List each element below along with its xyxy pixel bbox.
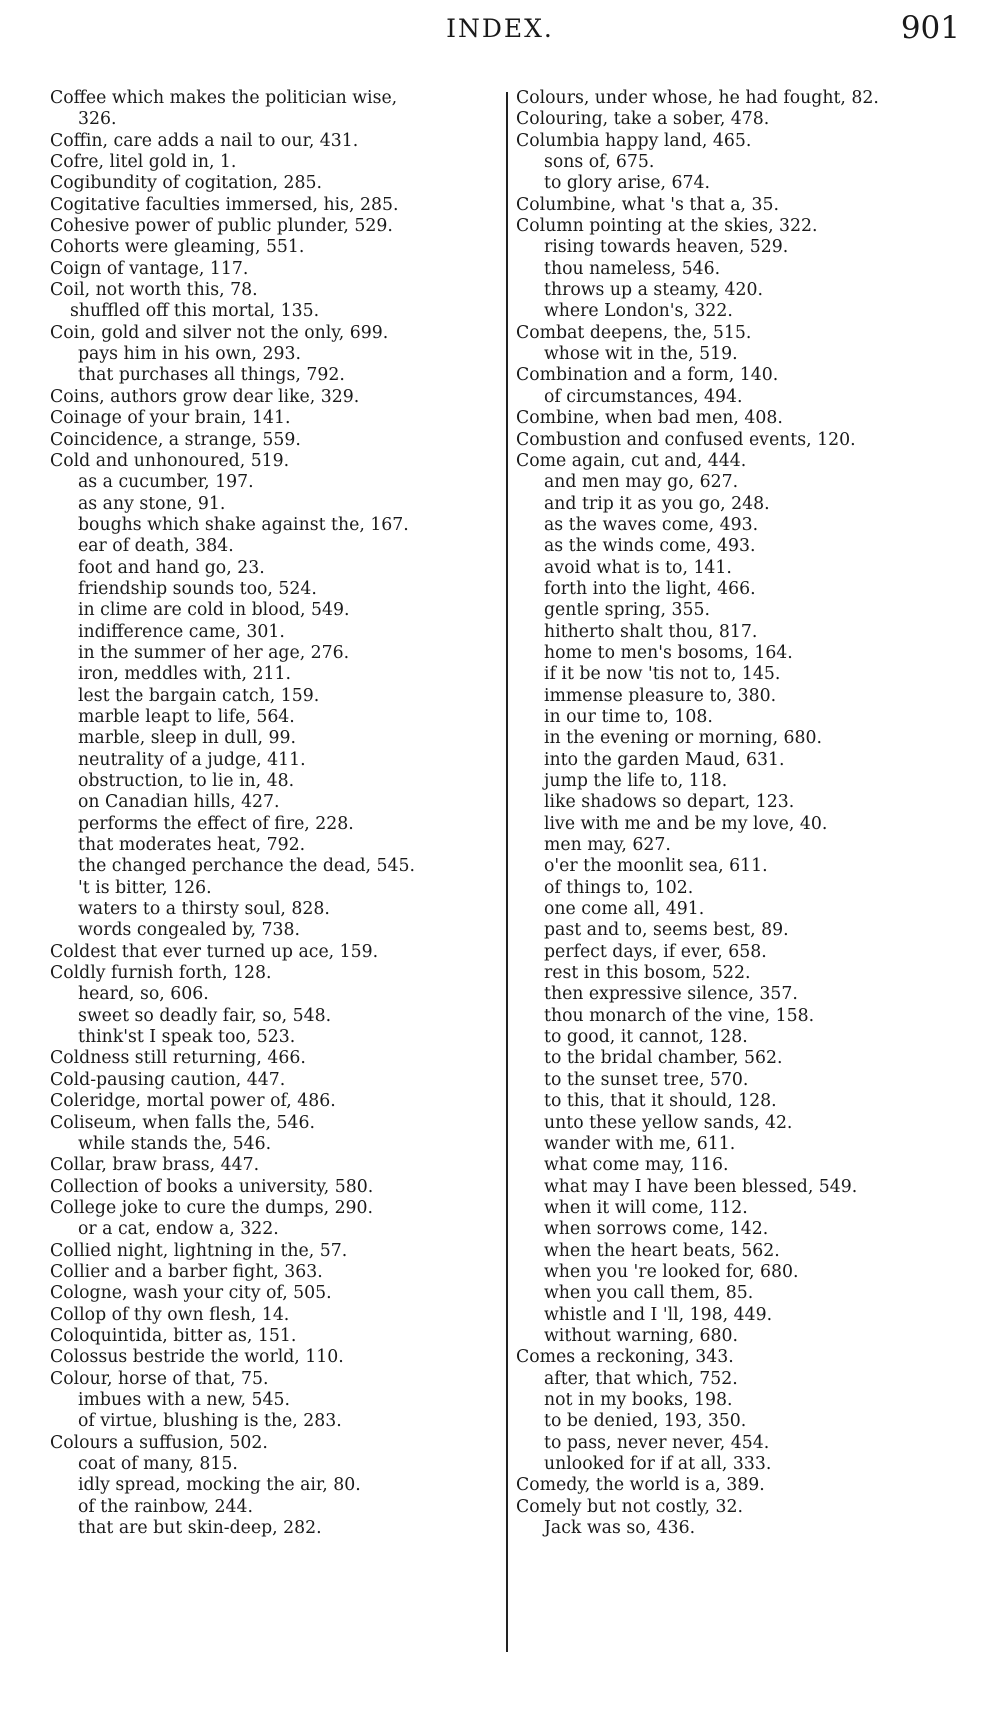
index-subentry: Jack was so, 436.: [544, 1518, 696, 1539]
index-entry: Collar, braw brass, 447.: [50, 1155, 260, 1176]
index-subentry: the changed perchance the dead, 545.: [78, 856, 415, 877]
column-divider: [506, 92, 508, 1652]
index-subentry: performs the effect of fire, 228.: [78, 813, 354, 834]
index-subentry: when you call them, 85.: [544, 1283, 754, 1304]
index-subentry: of the rainbow, 244.: [78, 1496, 253, 1517]
index-subentry: neutrality of a judge, 411.: [78, 749, 306, 770]
index-subentry: as the waves come, 493.: [544, 514, 759, 535]
index-entry: Cogitative faculties immersed, his, 285.: [50, 194, 399, 215]
index-subentry: without warning, 680.: [544, 1325, 739, 1346]
index-entry: Coffin, care adds a nail to our, 431.: [50, 130, 359, 151]
index-subentry: when it will come, 112.: [544, 1197, 748, 1218]
index-entry: Cohorts were gleaming, 551.: [50, 237, 305, 258]
index-entry: Cold-pausing caution, 447.: [50, 1069, 286, 1090]
index-subentry: of circumstances, 494.: [544, 386, 743, 407]
index-subentry: iron, meddles with, 211.: [78, 664, 292, 685]
index-subentry: of things to, 102.: [544, 877, 694, 898]
page-title: INDEX.: [446, 14, 554, 43]
index-subentry: to be denied, 193, 350.: [544, 1411, 747, 1432]
index-subentry: men may, 627.: [544, 835, 671, 856]
index-entry: Collied night, lightning in the, 57.: [50, 1240, 348, 1261]
index-subentry: to this, that it should, 128.: [544, 1091, 777, 1112]
index-entry: Collection of books a university, 580.: [50, 1176, 374, 1197]
index-entry: Cofre, litel gold in, 1.: [50, 152, 237, 173]
index-subentry: in the evening or morning, 680.: [544, 728, 823, 749]
index-subentry: forth into the light, 466.: [544, 578, 756, 599]
index-subentry: home to men's bosoms, 164.: [544, 642, 793, 663]
index-entry: Coleridge, mortal power of, 486.: [50, 1091, 336, 1112]
index-entry: Cold and unhonoured, 519.: [50, 450, 290, 471]
index-subentry: boughs which shake against the, 167.: [78, 514, 409, 535]
index-subentry: as any stone, 91.: [78, 493, 226, 514]
index-subentry: to the sunset tree, 570.: [544, 1069, 749, 1090]
index-entry: Coincidence, a strange, 559.: [50, 429, 301, 450]
index-subentry: hitherto shalt thou, 817.: [544, 621, 758, 642]
index-subentry: as a cucumber, 197.: [78, 472, 254, 493]
index-subentry: sons of, 675.: [544, 152, 655, 173]
index-entry: Coins, authors grow dear like, 329.: [50, 386, 360, 407]
index-entry: Coldness still returning, 466.: [50, 1048, 306, 1069]
index-entry: Come again, cut and, 444.: [516, 450, 747, 471]
page-header: [0, 10, 1000, 54]
index-subentry: throws up a steamy, 420.: [544, 280, 764, 301]
index-subentry: 't is bitter, 126.: [78, 877, 212, 898]
index-entry: Combat deepens, the, 515.: [516, 322, 752, 343]
index-subentry: obstruction, to lie in, 48.: [78, 771, 295, 791]
index-subentry: think'st I speak too, 523.: [78, 1027, 296, 1048]
index-subentry: perfect days, if ever, 658.: [544, 941, 767, 962]
index-subentry: immense pleasure to, 380.: [544, 685, 777, 706]
index-subentry: shuffled off this mortal, 135.: [70, 301, 320, 322]
index-subentry: when the heart beats, 562.: [544, 1240, 780, 1261]
index-subentry: thou nameless, 546.: [544, 258, 721, 279]
index-subentry: and men may go, 627.: [544, 472, 739, 493]
index-entry: College joke to cure the dumps, 290.: [50, 1197, 374, 1218]
index-subentry: to pass, never never, 454.: [544, 1432, 770, 1453]
index-subentry: unto these yellow sands, 42.: [544, 1112, 793, 1133]
index-subentry: and trip it as you go, 248.: [544, 493, 770, 514]
index-entry: Coldest that ever turned up ace, 159.: [50, 941, 379, 962]
index-subentry: wander with me, 611.: [544, 1133, 736, 1154]
index-entry: Combine, when bad men, 408.: [516, 408, 783, 429]
index-entry: Coldly furnish forth, 128.: [50, 963, 272, 984]
index-subentry: or a cat, endow a, 322.: [78, 1219, 279, 1240]
index-subentry: indifference came, 301.: [78, 621, 285, 642]
index-entry: Colour, horse of that, 75.: [50, 1368, 269, 1389]
index-subentry: to good, it cannot, 128.: [544, 1027, 748, 1048]
index-subentry: then expressive silence, 357.: [544, 984, 798, 1005]
index-subentry: marble leapt to life, 564.: [78, 706, 295, 727]
index-subentry: 326.: [78, 109, 117, 130]
index-subentry: avoid what is to, 141.: [544, 557, 732, 578]
index-subentry: ear of death, 384.: [78, 536, 234, 557]
index-subentry: one come all, 491.: [544, 899, 705, 920]
index-subentry: of virtue, blushing is the, 283.: [78, 1411, 342, 1432]
index-subentry: that purchases all things, 792.: [78, 365, 345, 386]
index-entry: Colouring, take a sober, 478.: [516, 109, 770, 130]
index-entry: Comedy, the world is a, 389.: [516, 1475, 765, 1496]
index-subentry: idly spread, mocking the air, 80.: [78, 1475, 361, 1496]
index-entry: Columbine, what 's that a, 35.: [516, 194, 779, 215]
index-subentry: into the garden Maud, 631.: [544, 749, 785, 770]
index-subentry: that moderates heat, 792.: [78, 835, 306, 856]
index-subentry: to the bridal chamber, 562.: [544, 1048, 783, 1069]
index-subentry: on Canadian hills, 427.: [78, 792, 280, 813]
index-subentry: not in my books, 198.: [544, 1389, 733, 1410]
index-subentry: pays him in his own, 293.: [78, 344, 301, 365]
index-subentry: unlooked for if at all, 333.: [544, 1454, 772, 1474]
index-entry: Combustion and confused events, 120.: [516, 429, 856, 450]
index-subentry: to glory arise, 674.: [544, 173, 711, 194]
index-entry: Combination and a form, 140.: [516, 365, 779, 386]
index-subentry: while stands the, 546.: [78, 1133, 272, 1154]
index-subentry: that are but skin-deep, 282.: [78, 1518, 322, 1539]
index-entry: Column pointing at the skies, 322.: [516, 216, 818, 237]
index-entry: Comes a reckoning, 343.: [516, 1347, 734, 1368]
right-index-column: [516, 88, 976, 1539]
index-subentry: live with me and be my love, 40.: [544, 813, 828, 834]
index-subentry: gentle spring, 355.: [544, 600, 710, 621]
index-entry: Coil, not worth this, 78.: [50, 280, 258, 301]
index-subentry: as the winds come, 493.: [544, 536, 756, 557]
index-subentry: where London's, 322.: [544, 301, 733, 322]
index-entry: Coliseum, when falls the, 546.: [50, 1112, 315, 1133]
index-subentry: rest in this bosom, 522.: [544, 963, 751, 984]
index-subentry: when you 're looked for, 680.: [544, 1261, 799, 1282]
index-subentry: lest the bargain catch, 159.: [78, 685, 320, 706]
index-entry: Colours a suffusion, 502.: [50, 1432, 268, 1453]
index-subentry: past and to, seems best, 89.: [544, 920, 789, 941]
index-subentry: foot and hand go, 23.: [78, 557, 265, 578]
index-subentry: o'er the moonlit sea, 611.: [544, 856, 768, 877]
index-subentry: what come may, 116.: [544, 1155, 729, 1176]
index-entry: Coin, gold and silver not the only, 699.: [50, 322, 389, 343]
index-entry: Coign of vantage, 117.: [50, 258, 249, 279]
index-subentry: whose wit in the, 519.: [544, 344, 738, 365]
index-entry: Cologne, wash your city of, 505.: [50, 1283, 332, 1304]
left-index-column: [50, 88, 488, 1539]
index-subentry: in clime are cold in blood, 549.: [78, 600, 350, 621]
index-entry: Collop of thy own flesh, 14.: [50, 1304, 290, 1325]
index-entry: Comely but not costly, 32.: [516, 1496, 743, 1517]
page-number: 901: [900, 10, 960, 46]
index-entry: Coloquintida, bitter as, 151.: [50, 1325, 297, 1346]
index-entry: Columbia happy land, 465.: [516, 130, 752, 151]
index-subentry: waters to a thirsty soul, 828.: [78, 899, 330, 920]
index-entry: Cogibundity of cogitation, 285.: [50, 173, 323, 194]
index-entry: Coinage of your brain, 141.: [50, 408, 291, 429]
index-subentry: if it be now 'tis not to, 145.: [544, 664, 781, 685]
index-subentry: like shadows so depart, 123.: [544, 792, 795, 813]
index-subentry: friendship sounds too, 524.: [78, 578, 317, 599]
index-subentry: marble, sleep in dull, 99.: [78, 728, 297, 749]
index-subentry: when sorrows come, 142.: [544, 1219, 769, 1240]
index-subentry: sweet so deadly fair, so, 548.: [78, 1005, 332, 1026]
index-subentry: whistle and I 'll, 198, 449.: [544, 1304, 773, 1325]
index-subentry: thou monarch of the vine, 158.: [544, 1005, 815, 1026]
index-entry: Collier and a barber fight, 363.: [50, 1261, 323, 1282]
index-subentry: rising towards heaven, 529.: [544, 237, 789, 258]
index-entry: Colours, under whose, he had fought, 82.: [516, 88, 879, 108]
index-entry: Cohesive power of public plunder, 529.: [50, 216, 393, 237]
index-subentry: coat of many, 815.: [78, 1454, 238, 1474]
index-subentry: words congealed by, 738.: [78, 920, 300, 941]
index-subentry: in the summer of her age, 276.: [78, 642, 350, 663]
index-subentry: jump the life to, 118.: [544, 771, 728, 791]
index-subentry: after, that which, 752.: [544, 1368, 738, 1389]
index-entry: Colossus bestride the world, 110.: [50, 1347, 344, 1368]
index-subentry: in our time to, 108.: [544, 706, 713, 727]
index-subentry: what may I have been blessed, 549.: [544, 1176, 858, 1197]
index-entry: Coffee which makes the politician wise,: [50, 88, 398, 108]
index-subentry: imbues with a new, 545.: [78, 1389, 290, 1410]
index-subentry: heard, so, 606.: [78, 984, 209, 1005]
